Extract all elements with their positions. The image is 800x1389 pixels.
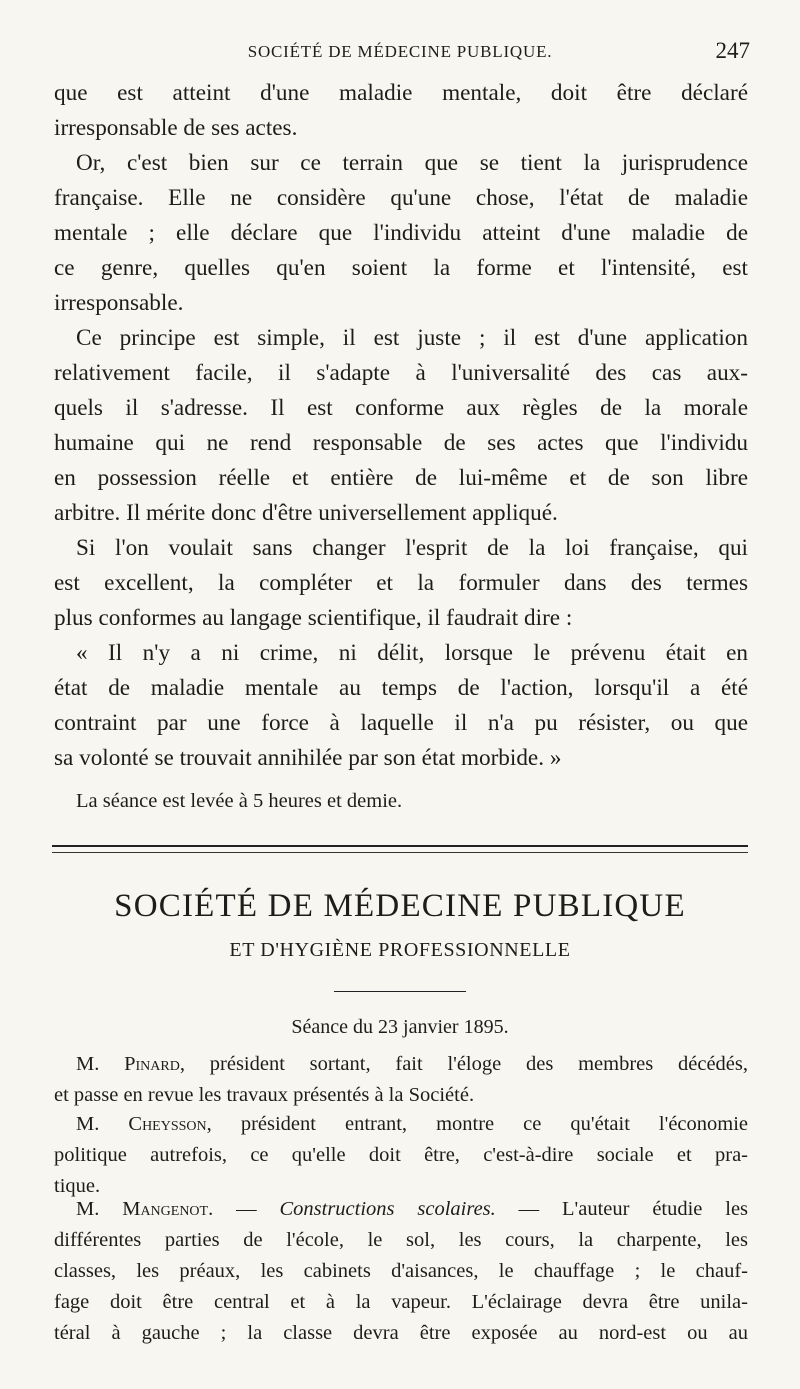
running-head: SOCIÉTÉ DE MÉDECINE PUBLIQUE. [247,42,553,61]
page-header [50,38,750,72]
speaker-name: M. Mangenot. [76,1198,214,1220]
text-line: relativement facile, il s'adapte à l'universalité des cas aux- [54,360,748,386]
text-span: président entrant, montre ce qu'était l'économie [240,1113,749,1135]
section-title: SOCIÉTÉ DE MÉDECINE PUBLIQUE [114,888,686,924]
text-line: irresponsable de ses actes. [54,115,298,141]
text-line: téral à gauche ; la classe devra être exposée au nord-est ou au [54,1322,748,1344]
text-line: contraint par une force à laquelle il n'a pu résister, ou que [54,710,748,736]
text-line: et passe en revue les travaux présentés à la Société. [54,1084,475,1106]
text-line: mentale ; elle déclare que l'individu atteint d'une maladie de [54,220,748,246]
text-span: président sortant, fait l'éloge des membres décédés, [209,1053,749,1075]
text-line: ce genre, quelles qu'en soient la forme et l'intensité, est [54,255,748,281]
paragraph-proposal [54,535,748,640]
section-rule-top [52,845,748,847]
text-line: fage doit être central et à la vapeur. L'éclairage devra être unila- [54,1291,748,1313]
paragraph-principle [54,325,748,535]
speaker-name: M. Pinard, [76,1053,185,1075]
text-line: française. Elle ne considère qu'une chose, l'état de maladie [54,185,748,211]
page-number: 247 [715,38,750,63]
subtitle-rule [334,991,466,992]
text-line: irresponsable. [54,290,184,316]
text-line: état de maladie mentale au temps de l'action, lorsqu'il a été [54,675,748,701]
text-line: classes, les préaux, les cabinets d'aisances, le chauffage ; le chauf- [54,1260,748,1282]
text-line: tique. [54,1175,101,1197]
text-line: sa volonté se trouvait annihilée par son état morbide. » [54,745,562,771]
text-line [54,1198,748,1229]
text-line [54,1113,748,1144]
text-line: quels il s'adresse. Il est conforme aux règles de la morale [54,395,748,421]
text-line: humaine qui ne rend responsable de ses actes que l'individu [54,430,748,456]
paragraph-quotation [54,640,748,780]
text-line: plus conformes au langage scientifique, il faudrait dire : [54,605,573,631]
paragraph-continuation [54,80,748,150]
section-rule-bottom [52,852,748,853]
entry-cheysson [54,1113,748,1206]
text-span: — L'auteur étudie les [518,1198,749,1220]
text-line: est excellent, la compléter et la formuler dans des termes [54,570,748,596]
entry-mangenot [54,1198,748,1353]
session-date: Séance du 23 janvier 1895. [291,1016,509,1038]
closing-paragraph [54,790,748,821]
text-line: que est atteint d'une maladie mentale, doit être déclaré [54,80,748,106]
text-line: Si l'on voulait sans changer l'esprit de la loi française, qui [76,535,748,561]
text-line [54,1053,748,1084]
text-line: Or, c'est bien sur ce terrain que se tient la jurisprudence [76,150,748,176]
text-line: différentes parties de l'école, le sol, les cours, la charpente, les [54,1229,748,1251]
text-line: politique autrefois, ce qu'elle doit être, c'est-à-dire sociale et pra- [54,1144,748,1166]
text-line: « Il n'y a ni crime, ni délit, lorsque le prévenu était en [76,640,748,666]
text-line: La séance est levée à 5 heures et demie. [76,790,403,812]
entry-pinard [54,1053,748,1115]
text-line: en possession réelle et entière de lui-même et de son libre [54,465,748,491]
topic-title: Constructions scolaires. [279,1198,496,1220]
dash: — [236,1198,257,1220]
paragraph-jurisprudence [54,150,748,325]
speaker-name: M. Cheysson, [76,1113,212,1135]
text-line: Ce principe est simple, il est juste ; il est d'une application [76,325,748,351]
text-line: arbitre. Il mérite donc d'être universellement appliqué. [54,500,558,526]
section-subtitle: ET D'HYGIÈNE PROFESSIONNELLE [229,939,571,961]
